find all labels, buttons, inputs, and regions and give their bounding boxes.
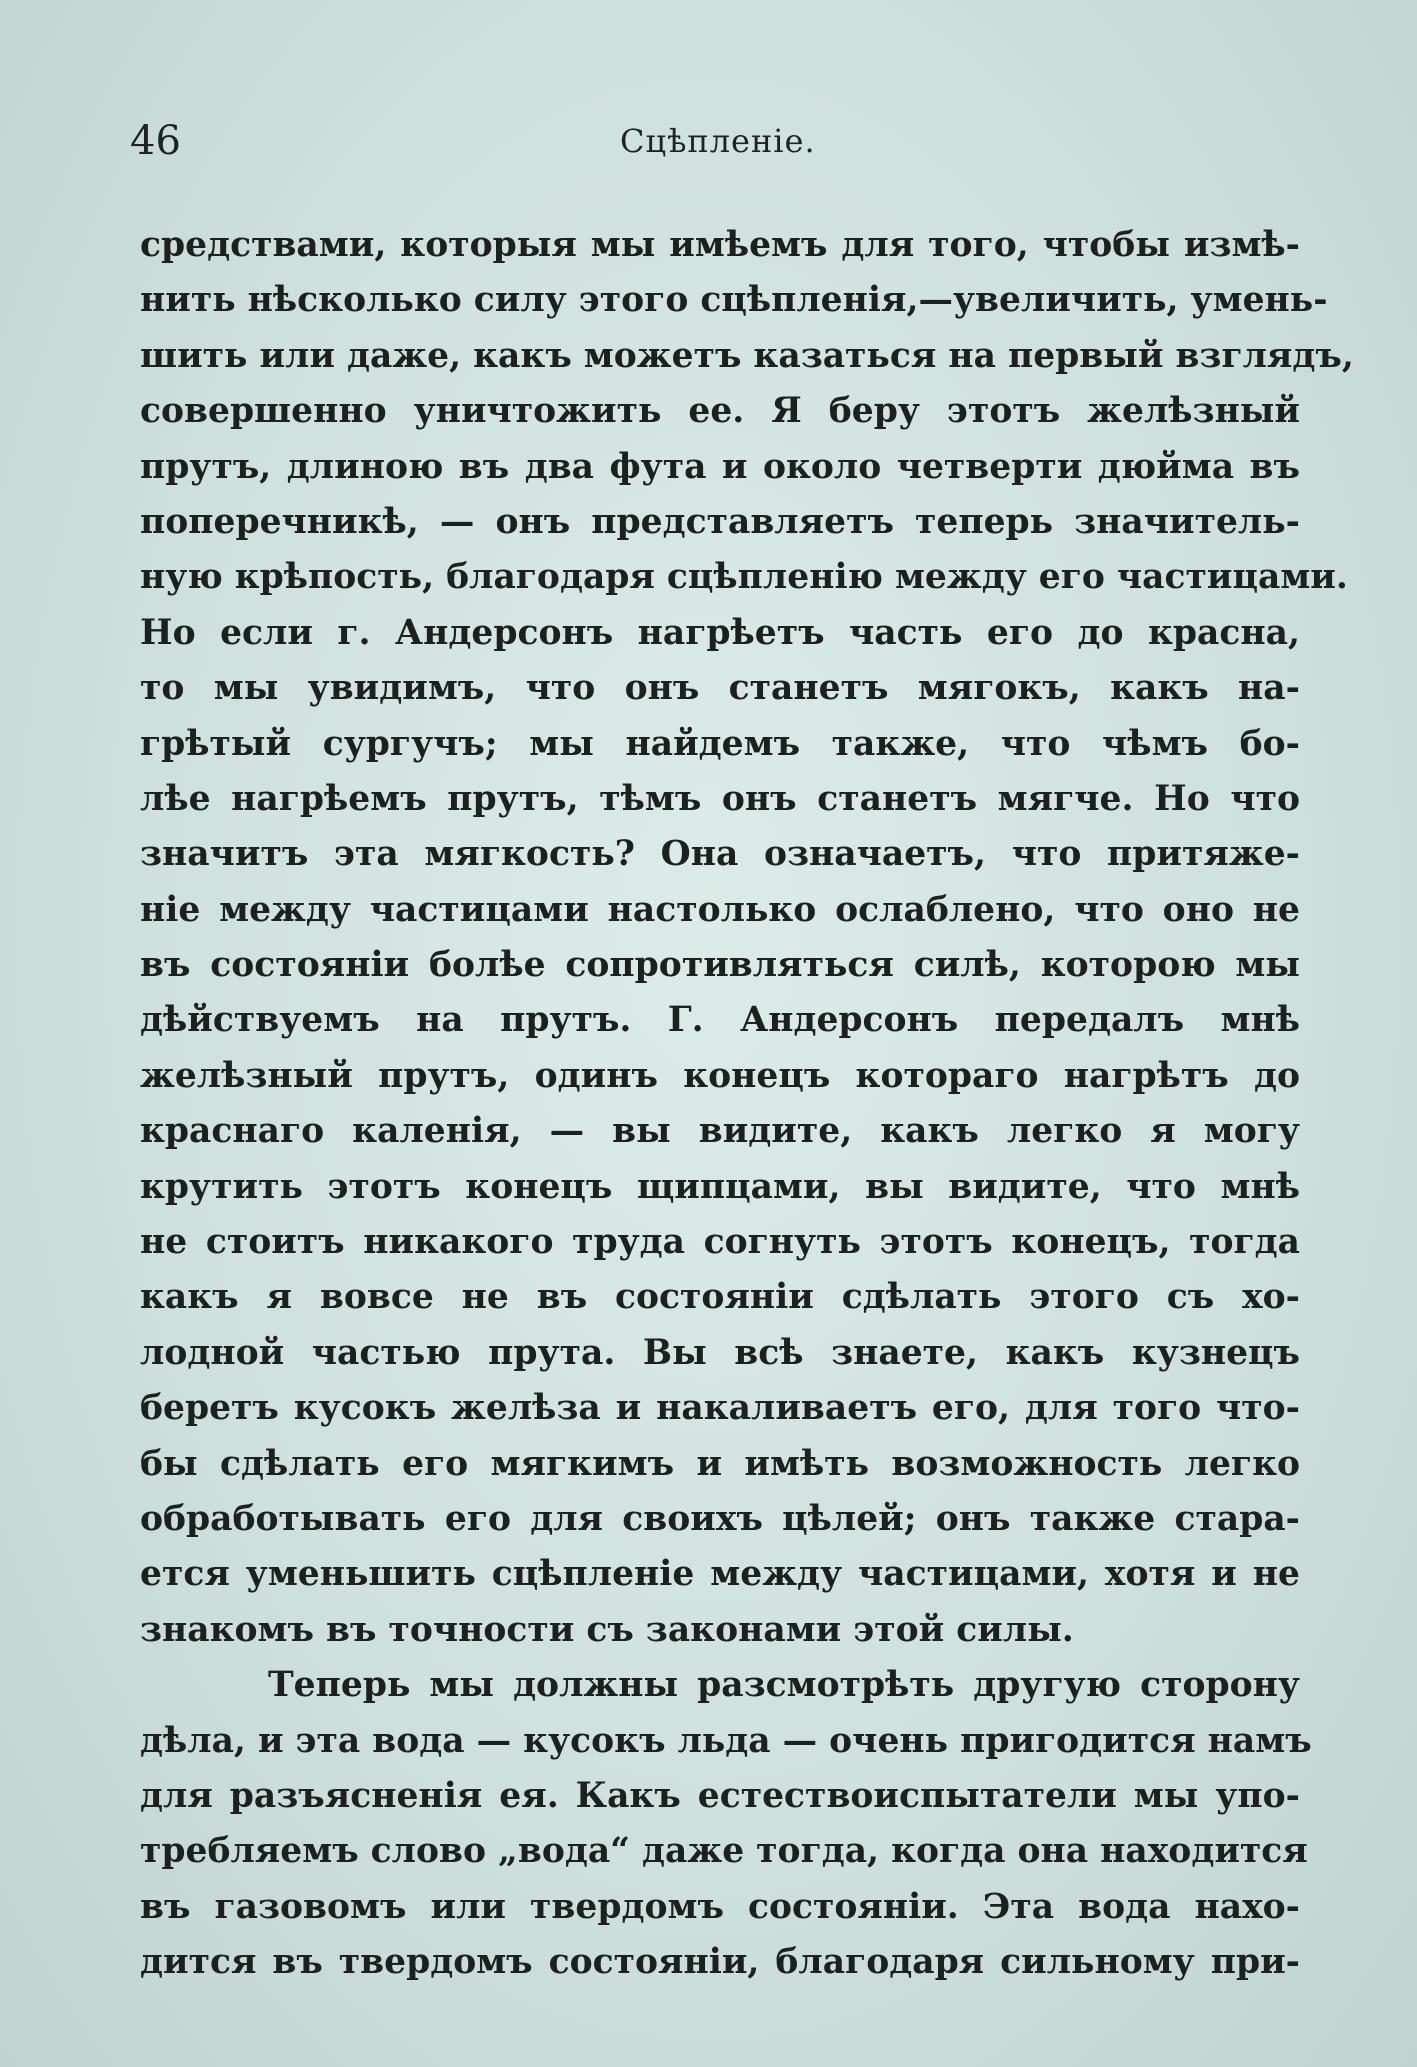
text-line: Но если г. Андерсонъ нагрѣетъ часть его до красна, <box>140 612 1300 653</box>
text-line: дѣйствуемъ на прутъ. Г. Андерсонъ передалъ мнѣ <box>140 1000 1300 1041</box>
text-line: беретъ кусокъ желѣза и накаливаетъ его, для того что- <box>140 1388 1300 1429</box>
paragraph-start-line: Теперь мы должны разсмотрѣть другую сторону <box>268 1665 1300 1706</box>
text-line: какъ я вовсе не въ состояніи сдѣлать этого съ хо- <box>140 1277 1300 1318</box>
text-line: значитъ эта мягкость? Она означаетъ, что притяже- <box>140 834 1300 875</box>
text-line: нить нѣсколько силу этого сцѣпленія,—увеличить, умень- <box>140 280 1328 321</box>
text-line: краснаго каленія, — вы видите, какъ легко я могу <box>140 1111 1300 1152</box>
text-line: ную крѣпость, благодаря сцѣпленію между его частицами. <box>140 557 1348 598</box>
text-line: грѣтый сургучъ; мы найдемъ также, что чѣмъ бо- <box>140 723 1300 764</box>
text-line: ніе между частицами настолько ослаблено, что оно не <box>140 889 1300 930</box>
text-line: желѣзный прутъ, одинъ конецъ котораго нагрѣтъ до <box>140 1055 1300 1096</box>
text-line: лодной частью прута. Вы всѣ знаете, какъ кузнецъ <box>140 1332 1300 1373</box>
text-line: дѣла, и эта вода — кусокъ льда — очень пригодится намъ <box>140 1720 1312 1761</box>
text-line: въ состояніи болѣе сопротивляться силѣ, которою мы <box>140 945 1300 986</box>
text-line: бы сдѣлать его мягкимъ и имѣть возможность легко <box>140 1443 1300 1484</box>
text-line: ется уменьшить сцѣпленіе между частицами, хотя и не <box>140 1554 1300 1595</box>
text-line: шить или даже, какъ можетъ казаться на первый взглядъ, <box>140 335 1354 376</box>
text-line: обработывать его для своихъ цѣлей; онъ также стара- <box>140 1498 1300 1539</box>
text-line: лѣе нагрѣемъ прутъ, тѣмъ онъ станетъ мягче. Но что <box>140 778 1300 819</box>
page-header <box>130 118 1300 178</box>
running-title: Сцѣпленіе. <box>620 122 816 160</box>
text-line: совершенно уничтожить ее. Я беру этотъ желѣзный <box>140 391 1300 432</box>
body-text <box>140 218 1354 1991</box>
text-line: крутить этотъ конецъ щипцами, вы видите, что мнѣ <box>140 1166 1300 1207</box>
text-line: не стоитъ никакого труда согнуть этотъ конецъ, тогда <box>140 1222 1300 1263</box>
text-line: прутъ, длиною въ два фута и около четверти дюйма въ <box>140 446 1300 487</box>
text-line: требляемъ слово „вода“ даже тогда, когда она находится <box>140 1831 1308 1872</box>
paragraph-end-line: знакомъ въ точности съ законами этой силы. <box>140 1609 1074 1650</box>
text-line: поперечникѣ, — онъ представляетъ теперь значитель- <box>140 501 1300 542</box>
text-line: для разъясненія ея. Какъ естествоиспытатели мы упо- <box>140 1775 1300 1816</box>
text-line: въ газовомъ или твердомъ состояніи. Эта вода нахо- <box>140 1886 1300 1927</box>
text-line: средствами, которыя мы имѣемъ для того, чтобы измѣ- <box>140 225 1300 265</box>
text-line: дится въ твердомъ состояніи, благодаря сильному при- <box>140 1942 1300 1983</box>
page-number: 46 <box>130 118 181 164</box>
text-line: то мы увидимъ, что онъ станетъ мягокъ, какъ на- <box>140 668 1300 709</box>
